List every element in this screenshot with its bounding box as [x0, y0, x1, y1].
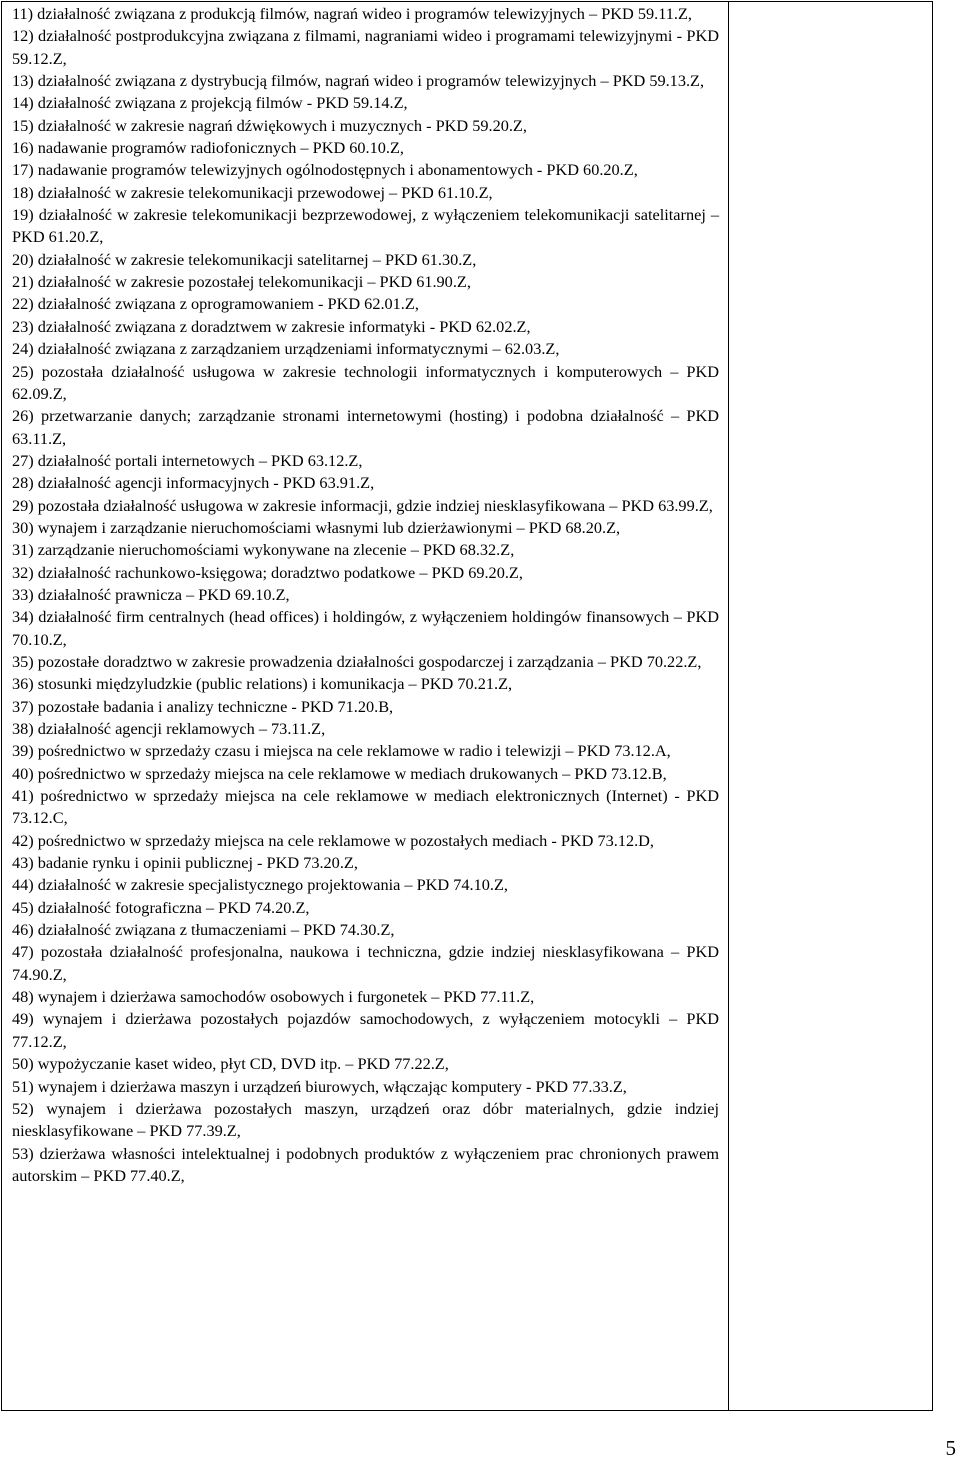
- activity-list-item: 11) działalność związana z produkcją filmów, nagrań wideo i programów telewizyjnych – PKD 59.11.Z,: [12, 4, 692, 23]
- activity-list-item: 23) działalność związana z doradztwem w zakresie informatyki - PKD 62.02.Z,: [12, 316, 531, 336]
- activity-list-item: 48) wynajem i dzierżawa samochodów osobowych i furgonetek – PKD 77.11.Z,: [12, 987, 535, 1007]
- activity-list-column: [2, 2, 729, 1410]
- activity-list-item: 26) przetwarzanie danych; zarządzanie stronami internetowymi (hosting) i podobna działalność – PKD 63.11.Z,: [12, 406, 719, 448]
- activity-list-item: 19) działalność w zakresie telekomunikacji bezprzewodowej, z wyłączeniem telekomunikacji satelitarnej – PKD 61.20.Z,: [12, 205, 719, 247]
- activity-list-item: 31) zarządzanie nieruchomościami wykonywane na zlecenie – PKD 68.32.Z,: [12, 540, 515, 560]
- activity-list-item: 28) działalność agencji informacyjnych - PKD 63.91.Z,: [12, 473, 375, 493]
- activity-list-item: 45) działalność fotograficzna – PKD 74.20.Z,: [12, 897, 310, 917]
- activity-list-item: 41) pośrednictwo w sprzedaży miejsca na cele reklamowe w mediach elektronicznych (Internet) - PKD 73.12.C,: [12, 786, 719, 828]
- activity-list-item: 17) nadawanie programów telewizyjnych ogólnodostępnych i abonamentowych - PKD 60.20.Z,: [12, 160, 638, 180]
- activity-list-item: 18) działalność w zakresie telekomunikacji przewodowej – PKD 61.10.Z,: [12, 182, 493, 202]
- activity-list-item: 47) pozostała działalność profesjonalna, naukowa i techniczna, gdzie indziej niesklasyfikowana – PKD 74.90.Z,: [12, 942, 719, 984]
- activity-list-item: 35) pozostałe doradztwo w zakresie prowadzenia działalności gospodarczej i zarządzania – PKD 70.22.Z,: [12, 651, 702, 671]
- activity-list-item: 53) dzierżawa własności intelektualnej i podobnych produktów z wyłączeniem prac chronionych prawem autorskim – PKD 77.40.Z,: [12, 1143, 719, 1185]
- activity-list-item: 20) działalność w zakresie telekomunikacji satelitarnej – PKD 61.30.Z,: [12, 249, 477, 269]
- activity-list-item: 30) wynajem i zarządzanie nieruchomościami własnymi lub dzierżawionymi – PKD 68.20.Z,: [12, 517, 621, 537]
- activity-list-item: 29) pozostała działalność usługowa w zakresie informacji, gdzie indziej niesklasyfikowana – PKD 63.99.Z,: [12, 495, 713, 515]
- activity-list-item: 21) działalność w zakresie pozostałej telekomunikacji – PKD 61.90.Z,: [12, 272, 471, 292]
- activity-list-item: 42) pośrednictwo w sprzedaży miejsca na cele reklamowe w pozostałych mediach - PKD 73.12.D,: [12, 830, 654, 850]
- activity-list-item: 13) działalność związana z dystrybucją filmów, nagrań wideo i programów telewizyjnych – PKD 59.13.Z,: [12, 71, 705, 91]
- activity-list-item: 43) badanie rynku i opinii publicznej - PKD 73.20.Z,: [12, 853, 358, 873]
- activity-list-item: 12) działalność postprodukcyjna związana z filmami, nagraniami wideo i programami telewizyjnymi - PKD 59.12.Z,: [12, 26, 719, 68]
- page-number: 5: [945, 1436, 956, 1460]
- activity-list-item: 24) działalność związana z zarządzaniem urządzeniami informatycznymi – 62.03.Z,: [12, 339, 560, 359]
- activity-list-item: 39) pośrednictwo w sprzedaży czasu i miejsca na cele reklamowe w radio i telewizji – PKD 73.12.A,: [12, 741, 671, 761]
- activity-list-item: 22) działalność związana z oprogramowaniem - PKD 62.01.Z,: [12, 294, 419, 314]
- activity-list-item: 52) wynajem i dzierżawa pozostałych maszyn, urządzeń oraz dóbr materialnych, gdzie indziej niesklasyfikowane – PKD 77.39.Z,: [12, 1098, 719, 1141]
- activity-list-item: 33) działalność prawnicza – PKD 69.10.Z,: [12, 584, 290, 604]
- activity-list-item: 16) nadawanie programów radiofonicznych – PKD 60.10.Z,: [12, 138, 404, 158]
- content-table: [1, 1, 933, 1411]
- activity-list-item: 37) pozostałe badania i analizy techniczne - PKD 71.20.B,: [12, 696, 394, 716]
- activity-list-item: 36) stosunki międzyludzkie (public relations) i komunikacja – PKD 70.21.Z,: [12, 674, 513, 694]
- activity-list-item: 27) działalność portali internetowych – PKD 63.12.Z,: [12, 450, 363, 470]
- activity-list-item: 34) działalność firm centralnych (head offices) i holdingów, z wyłączeniem holdingów finansowych – PKD 70.10.Z,: [12, 607, 719, 649]
- activity-list-item: 49) wynajem i dzierżawa pozostałych pojazdów samochodowych, z wyłączeniem motocykli – PKD 77.12.Z,: [12, 1009, 719, 1051]
- activity-list-item: 44) działalność w zakresie specjalistycznego projektowania – PKD 74.10.Z,: [12, 875, 508, 895]
- empty-side-column: [729, 2, 932, 1410]
- activity-list-item: 38) działalność agencji reklamowych – 73.11.Z,: [12, 719, 326, 738]
- activity-list-item: 40) pośrednictwo w sprzedaży miejsca na cele reklamowe w mediach drukowanych – PKD 73.12.B,: [12, 763, 667, 783]
- activity-list-item: 15) działalność w zakresie nagrań dźwiękowych i muzycznych - PKD 59.20.Z,: [12, 115, 527, 135]
- activity-list-item: 50) wypożyczanie kaset wideo, płyt CD, DVD itp. – PKD 77.22.Z,: [12, 1054, 449, 1074]
- activity-list-item: 14) działalność związana z projekcją filmów - PKD 59.14.Z,: [12, 93, 408, 113]
- activity-list-item: 25) pozostała działalność usługowa w zakresie technologii informatycznych i komputerowych – PKD 62.09.Z,: [12, 361, 719, 403]
- activity-list-item: 51) wynajem i dzierżawa maszyn i urządzeń biurowych, włączając komputery - PKD 77.33.Z,: [12, 1076, 627, 1096]
- activity-list-item: 32) działalność rachunkowo-księgowa; doradztwo podatkowe – PKD 69.20.Z,: [12, 562, 523, 582]
- activity-list-item: 46) działalność związana z tłumaczeniami – PKD 74.30.Z,: [12, 920, 395, 940]
